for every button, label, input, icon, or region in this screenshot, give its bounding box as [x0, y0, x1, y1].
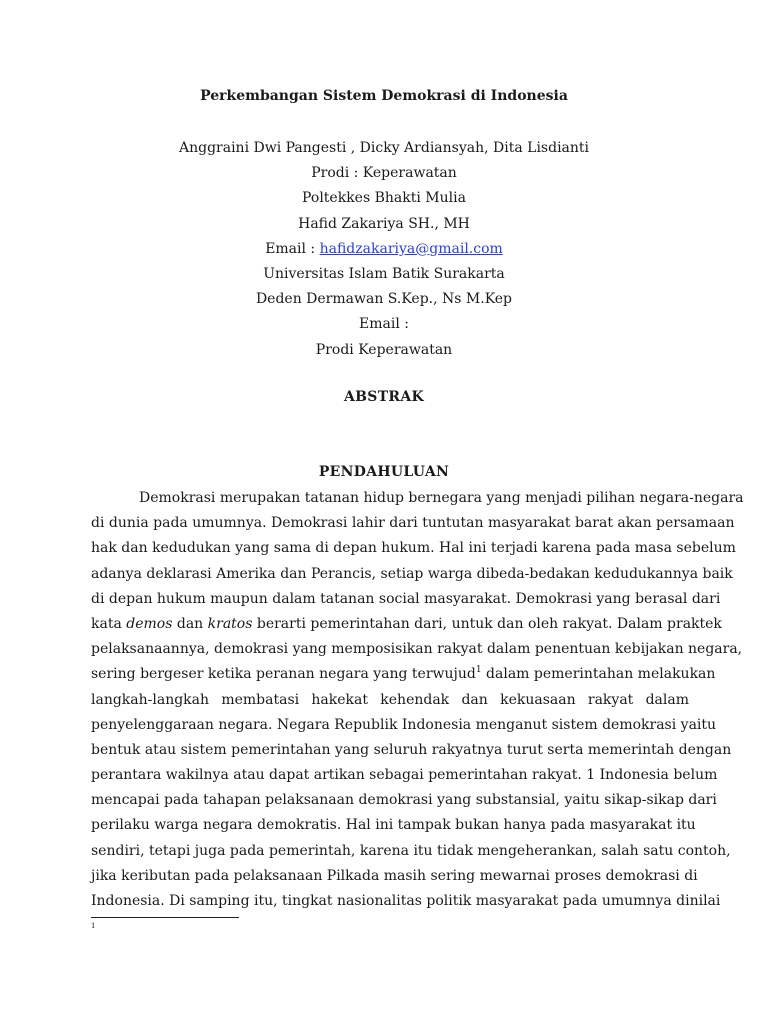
text-run: sering bergeser ketika peranan negara yang terwujud	[91, 666, 476, 683]
paragraph-line: perilaku warga negara demokratis. Hal ini tampak bukan hanya pada masyarakat itu	[91, 817, 696, 834]
text-run: dalam pemerintahan melakukan	[481, 666, 716, 683]
paragraph-line: langkah-langkah membatasi hakekat kehendak dan kekuasaan rakyat dalam	[91, 691, 689, 708]
email-link[interactable]: hafidzakariya@gmail.com	[319, 240, 503, 257]
paragraph-line	[91, 612, 722, 637]
footnote-separator	[91, 917, 239, 918]
paragraph-line: bentuk atau sistem pemerintahan yang seluruh rakyatnya turut serta memerintah dengan	[91, 741, 732, 758]
email-line-2: Email :	[359, 316, 409, 333]
paragraph-line	[91, 662, 716, 687]
text-run: kata	[91, 615, 127, 632]
advisor-line-2: Deden Dermawan S.Kep., Ns M.Kep	[255, 291, 513, 308]
text-run: berarti pemerintahan dari, untuk dan oleh rakyat. Dalam praktek	[252, 615, 722, 632]
footnote-reference[interactable]: 1	[475, 665, 482, 676]
paragraph-line: Indonesia. Di samping itu, tingkat nasionalitas politik masyarakat pada umumnya dinilai	[91, 893, 721, 909]
email-label-1: Email :	[265, 240, 320, 257]
paragraph-line: adanya deklarasi Amerika dan Perancis, setiap warga dibeda-bedakan kedudukannya baik	[91, 565, 733, 582]
paragraph-line: pelaksanaannya, demokrasi yang memposisikan rakyat dalam penentuan kebijakan negara,	[91, 641, 743, 658]
intro-paragraph	[91, 486, 744, 914]
institution-line-1: Poltekkes Bhakti Mulia	[302, 190, 466, 207]
advisor-line-1: Hafid Zakariya SH., MH	[298, 215, 470, 232]
paragraph-line: jika keributan pada pelaksanaan Pilkada masih sering mewarnai proses demokrasi di	[91, 867, 698, 884]
prodi-line-2: Prodi Keperawatan	[315, 341, 453, 358]
paragraph-line: perantara wakilnya atau dapat artikan sebagai pemerintahan rakyat. 1 Indonesia belum	[91, 767, 718, 784]
paragraph-line: mencapai pada tahapan pelaksanaan demokrasi yang substansial, yaitu sikap-sikap dari	[91, 792, 717, 809]
paragraph-line: di depan hukum maupun dalam tatanan social masyarakat. Demokrasi yang berasal dari	[91, 590, 721, 607]
paragraph-line: Demokrasi merupakan tatanan hidup bernegara yang menjadi pilihan negara-negara	[139, 490, 744, 506]
authors-line: Anggraini Dwi Pangesti , Dicky Ardiansyah, Dita Lisdianti	[178, 140, 590, 156]
document-title: Perkembangan Sistem Demokrasi di Indonesia	[200, 88, 568, 104]
italic-term-demos: demos	[126, 615, 173, 632]
email-line-1	[0, 237, 768, 262]
author-info-block	[0, 136, 768, 363]
paragraph-line: penyelenggaraan negara. Negara Republik Indonesia menganut sistem demokrasi yaitu	[91, 716, 717, 733]
italic-term-kratos: kratos	[207, 615, 253, 632]
footnote-number: 1	[91, 922, 96, 930]
paragraph-line: sendiri, tetapi juga pada pemerintah, karena itu tidak mengeherankan, salah satu contoh,	[91, 842, 731, 859]
institution-line-2: Universitas Islam Batik Surakarta	[263, 265, 505, 282]
text-run: dan	[172, 615, 208, 632]
intro-heading: PENDAHULUAN	[318, 464, 450, 480]
prodi-line-1: Prodi : Keperawatan	[311, 165, 457, 182]
paragraph-line: hak dan kedudukan yang sama di depan hukum. Hal ini terjadi karena pada masa sebelum	[91, 540, 736, 557]
paragraph-line: di dunia pada umumnya. Demokrasi lahir dari tuntutan masyarakat barat akan persamaan	[91, 515, 735, 532]
abstract-heading: ABSTRAK	[344, 389, 424, 405]
